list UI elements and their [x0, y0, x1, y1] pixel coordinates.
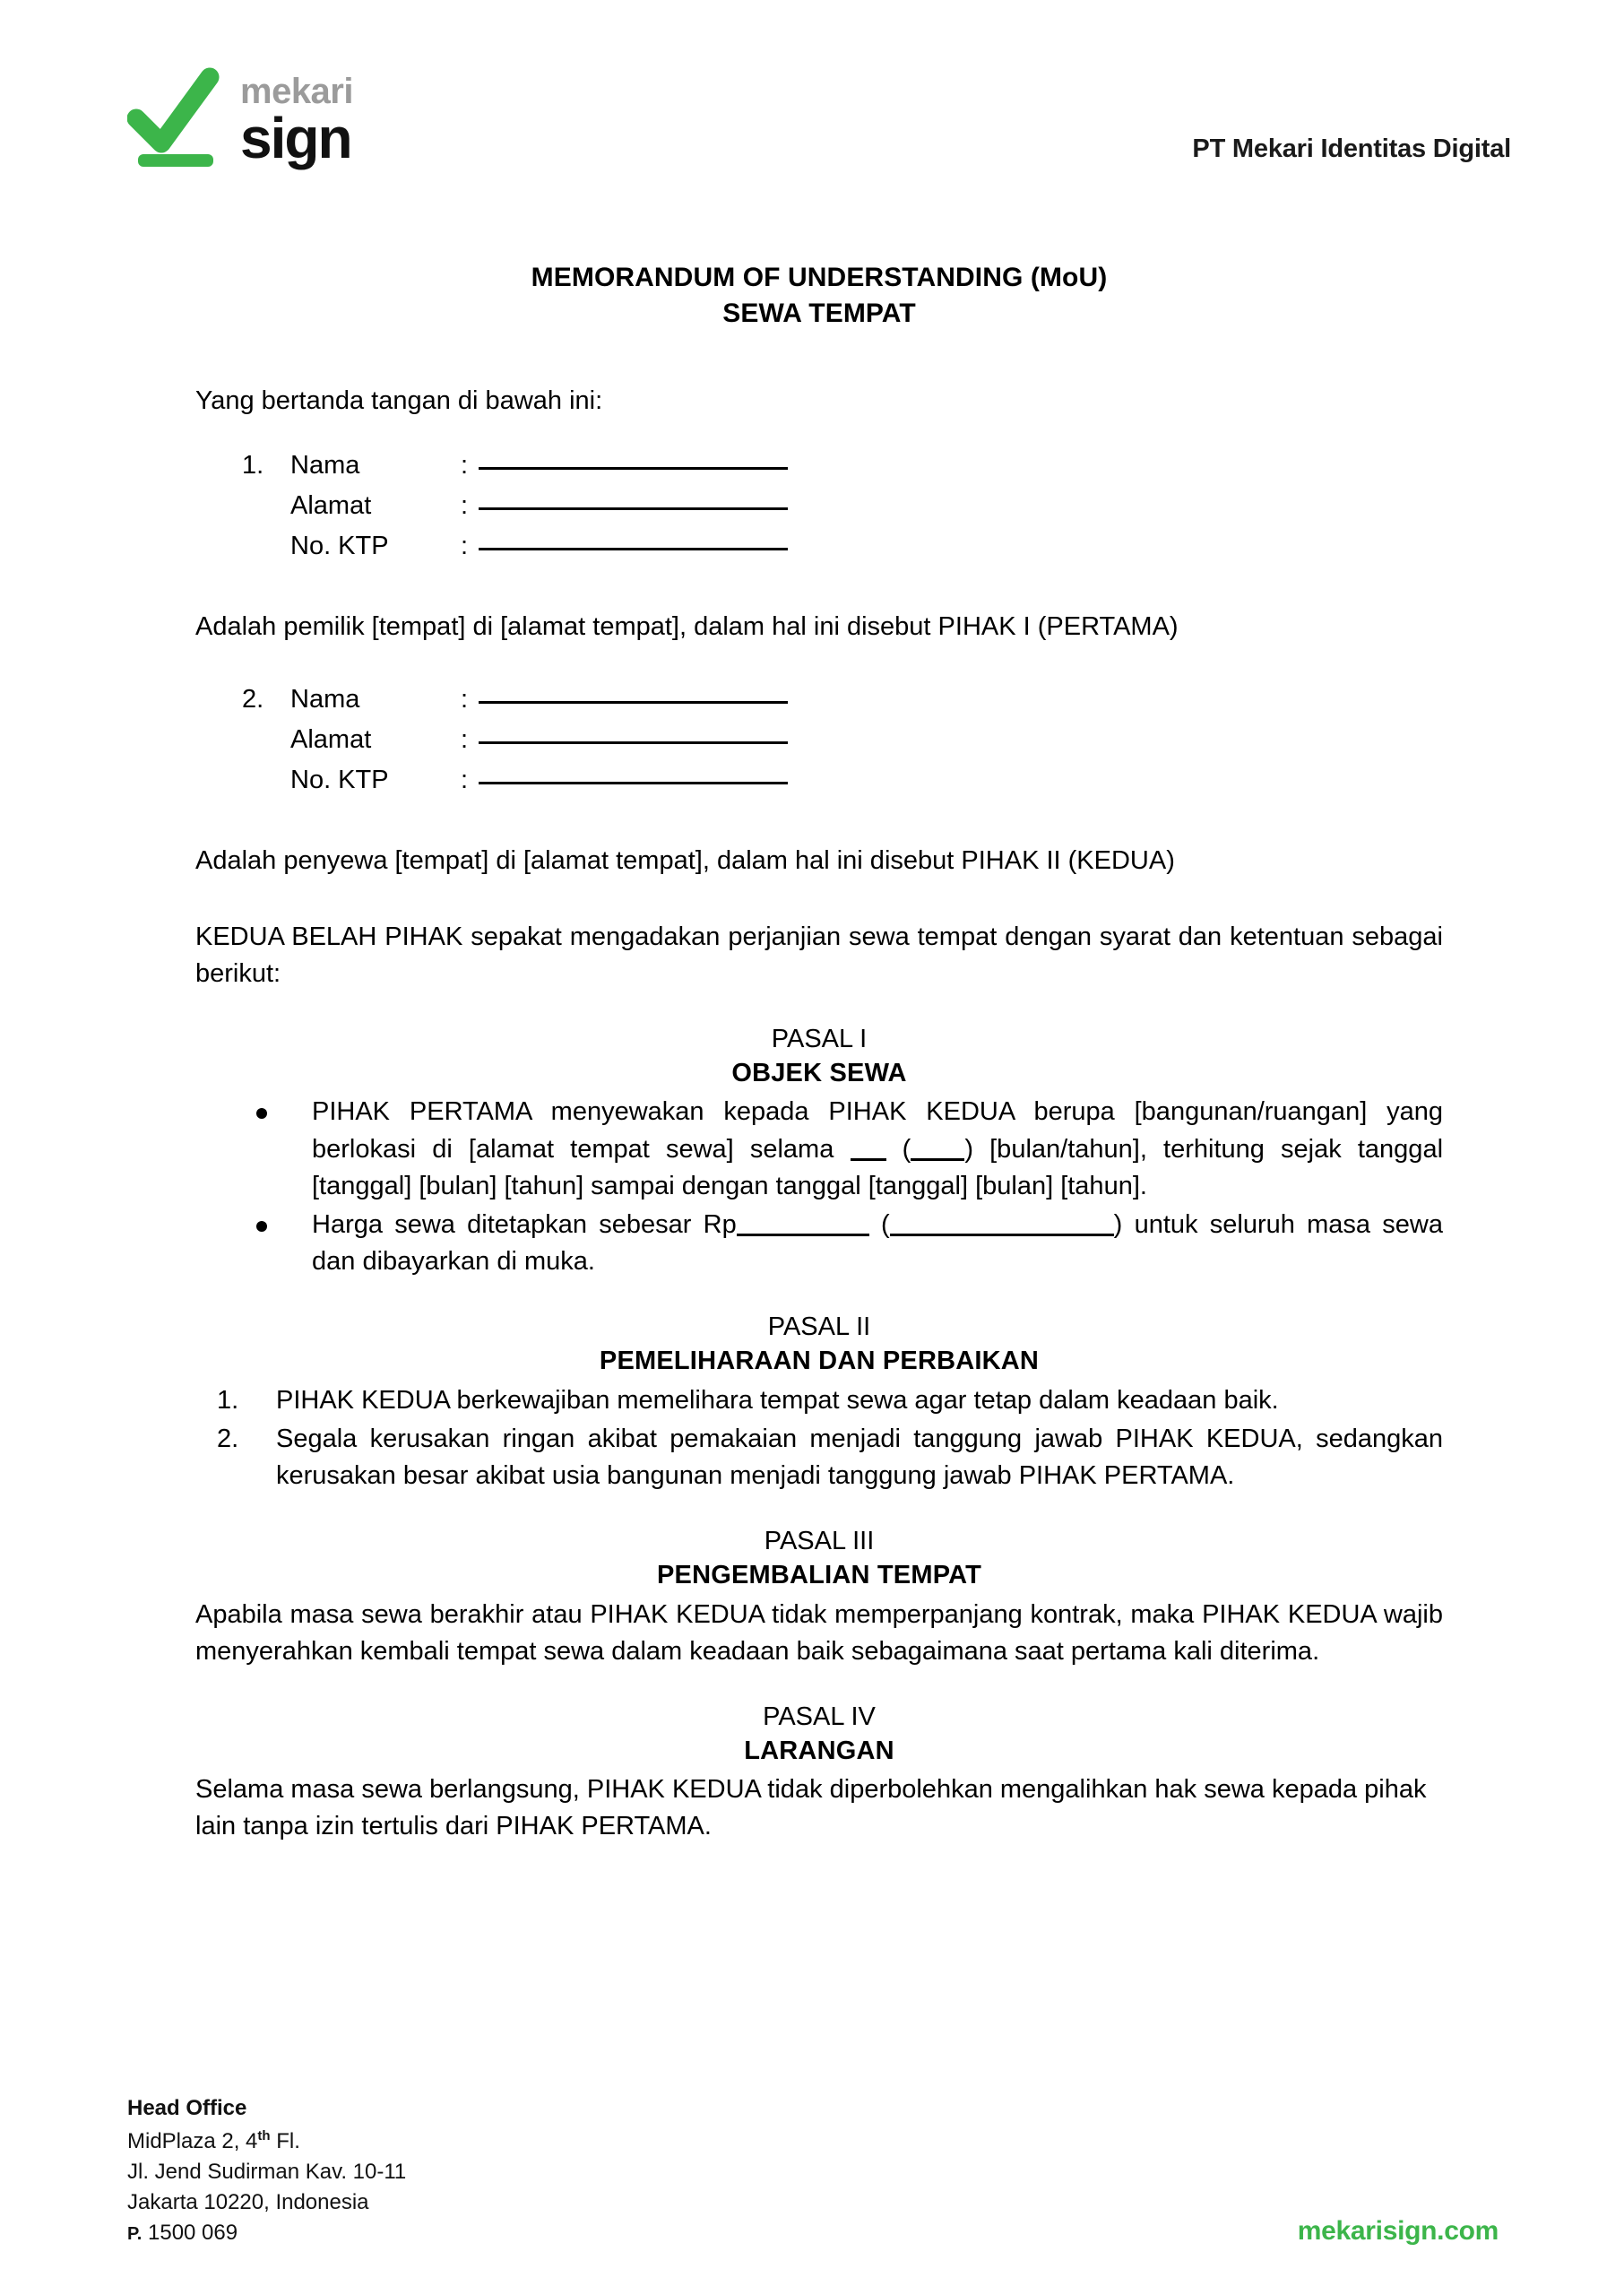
party-one-label-ktp: No. KTP	[290, 532, 389, 561]
pasal-3-body: Apabila masa sewa berakhir atau PIHAK KEDUA tidak memperpanjang kontrak, maka PIHAK KEDUA wajib menyerahkan kembali tempat sewa dalam keadaan baik sebagaimana saat pertama kali diterima.	[195, 1599, 1443, 1666]
party-one-block	[195, 452, 1443, 573]
pasal-4-number: PASAL IV	[763, 1702, 876, 1731]
head-office-title: Head Office	[127, 2095, 247, 2120]
list-item	[251, 1094, 1443, 1205]
document-title-line-2: SEWA TEMPAT	[722, 298, 916, 328]
party-two-colon-ktp: :	[461, 765, 469, 794]
pasal-2-number: PASAL II	[767, 1312, 871, 1342]
party-one-label-alamat: Alamat	[290, 491, 372, 521]
party-two-description: Adalah penyewa [tempat] di [alamat tempat], dalam hal ini disebut PIHAK II (KEDUA)	[195, 845, 1175, 875]
phone-prefix: P.	[127, 2223, 143, 2244]
pasal-1-title: OBJEK SEWA	[731, 1058, 907, 1087]
party-one-row-nama	[242, 452, 1443, 492]
party-two-row-ktp	[242, 766, 1443, 807]
address-line-1-pre: MidPlaza 2, 4	[127, 2128, 258, 2153]
party-one-field-nama[interactable]	[479, 450, 788, 470]
party-one-colon-alamat: :	[461, 491, 469, 521]
address-line-3: Jakarta 10220, Indonesia	[127, 2189, 369, 2214]
website-link[interactable]: mekarisign.com	[1297, 2216, 1499, 2246]
pasal-1-number: PASAL I	[771, 1025, 868, 1054]
party-one-description: Adalah pemilik [tempat] di [alamat tempat], dalam hal ini disebut PIHAK I (PERTAMA)	[195, 612, 1179, 642]
pasal-3-title: PENGEMBALIAN TEMPAT	[657, 1560, 981, 1589]
duration-blank-words[interactable]	[911, 1158, 964, 1161]
pasal-3-number: PASAL III	[764, 1527, 875, 1556]
party-two-block	[195, 686, 1443, 807]
document-title	[195, 260, 1443, 331]
check-mark-icon	[127, 65, 224, 170]
list-item	[251, 1207, 1443, 1280]
price-blank-number[interactable]	[737, 1234, 869, 1236]
pasal-2-numbered-list	[195, 1382, 1443, 1495]
party-one-colon-ktp: :	[461, 532, 469, 561]
pasal-1-bullet-2-part-a: Harga sewa ditetapkan sebesar Rp	[312, 1209, 737, 1239]
page-header	[0, 65, 1624, 181]
duration-blank-number[interactable]	[851, 1158, 886, 1161]
address-line-1-post: Fl.	[270, 2128, 300, 2153]
party-two-colon-alamat: :	[461, 724, 469, 754]
address-line-1-ordinal: th	[257, 2127, 271, 2143]
pasal-1-bullet-1-part-a: PIHAK PERTAMA menyewakan kepada PIHAK KEDUA berupa [bangunan/ruangan] yang berlokasi di [alamat tempat sewa] selama	[312, 1097, 1443, 1164]
document-body	[195, 260, 1443, 1846]
party-one-label-nama: Nama	[290, 451, 360, 481]
head-office-address	[127, 2093, 406, 2248]
page-footer	[127, 2093, 1499, 2248]
logo-sign-text: sign	[240, 105, 351, 170]
party-two-label-nama: Nama	[290, 684, 360, 714]
party-one-number: 1.	[242, 451, 264, 481]
phone-line	[127, 2218, 406, 2248]
mekari-sign-logo	[127, 65, 353, 170]
pasal-4-title: LARANGAN	[744, 1736, 894, 1765]
phone-number: 1500 069	[148, 2220, 238, 2245]
pasal-1-bullet-1-part-b: (	[902, 1134, 911, 1164]
party-two-field-ktp[interactable]	[479, 765, 788, 784]
party-two-row-alamat	[242, 726, 1443, 766]
logo-wordmark	[240, 70, 353, 170]
address-line-2: Jl. Jend Sudirman Kav. 10-11	[127, 2159, 407, 2184]
pasal-1-bullet-list	[195, 1094, 1443, 1280]
pasal-1-bullet-2-part-b: (	[881, 1209, 890, 1239]
pasal-4-body: Selama masa sewa berlangsung, PIHAK KEDUA tidak diperbolehkan mengalihkan hak sewa kepada pihak lain tanpa izin tertulis dari PIHAK PERTAMA.	[195, 1775, 1427, 1841]
agreement-intro: KEDUA BELAH PIHAK sepakat mengadakan perjanjian sewa tempat dengan syarat dan ketentuan sebagai berikut:	[195, 922, 1443, 988]
party-one-colon-nama: :	[461, 451, 469, 481]
party-two-label-ktp: No. KTP	[290, 765, 389, 794]
party-two-row-nama	[242, 686, 1443, 726]
party-two-field-alamat[interactable]	[479, 724, 788, 744]
pasal-2-title: PEMELIHARAAN DAN PERBAIKAN	[599, 1346, 1040, 1375]
party-two-field-nama[interactable]	[479, 684, 788, 704]
company-name: PT Mekari Identitas Digital	[1192, 134, 1511, 163]
address-line-1	[127, 2126, 406, 2157]
lead-paragraph: Yang bertanda tangan di bawah ini:	[195, 386, 603, 416]
party-one-row-ktp	[242, 533, 1443, 573]
party-one-field-alamat[interactable]	[479, 490, 788, 510]
document-title-line-1: MEMORANDUM OF UNDERSTANDING (MoU)	[531, 263, 1108, 292]
pasal-1-bullet-1-part-c: ) [bulan/tahun], terhitung sejak tanggal [tanggal] [bulan] [tahun] sampai dengan tanggal [tanggal] [bulan] [tahun].	[312, 1134, 1444, 1200]
party-one-row-alamat	[242, 492, 1443, 533]
logo-mekari-text: mekari	[240, 71, 353, 111]
party-two-number: 2.	[242, 684, 264, 714]
price-blank-words[interactable]	[890, 1234, 1114, 1236]
pasal-1-bullet-2-part-c: ) untuk seluruh masa sewa dan dibayarkan di muka.	[312, 1209, 1443, 1277]
party-two-label-alamat: Alamat	[290, 724, 372, 754]
party-one-field-ktp[interactable]	[479, 531, 788, 550]
party-two-colon-nama: :	[461, 684, 469, 714]
list-item: Segala kerusakan ringan akibat pemakaian menjadi tanggung jawab PIHAK KEDUA, sedangkan kerusakan besar akibat usia bangunan menjadi tanggung jawab PIHAK PERTAMA.	[276, 1424, 1443, 1490]
list-item: PIHAK KEDUA berkewajiban memelihara tempat sewa agar tetap dalam keadaan baik.	[276, 1385, 1279, 1415]
